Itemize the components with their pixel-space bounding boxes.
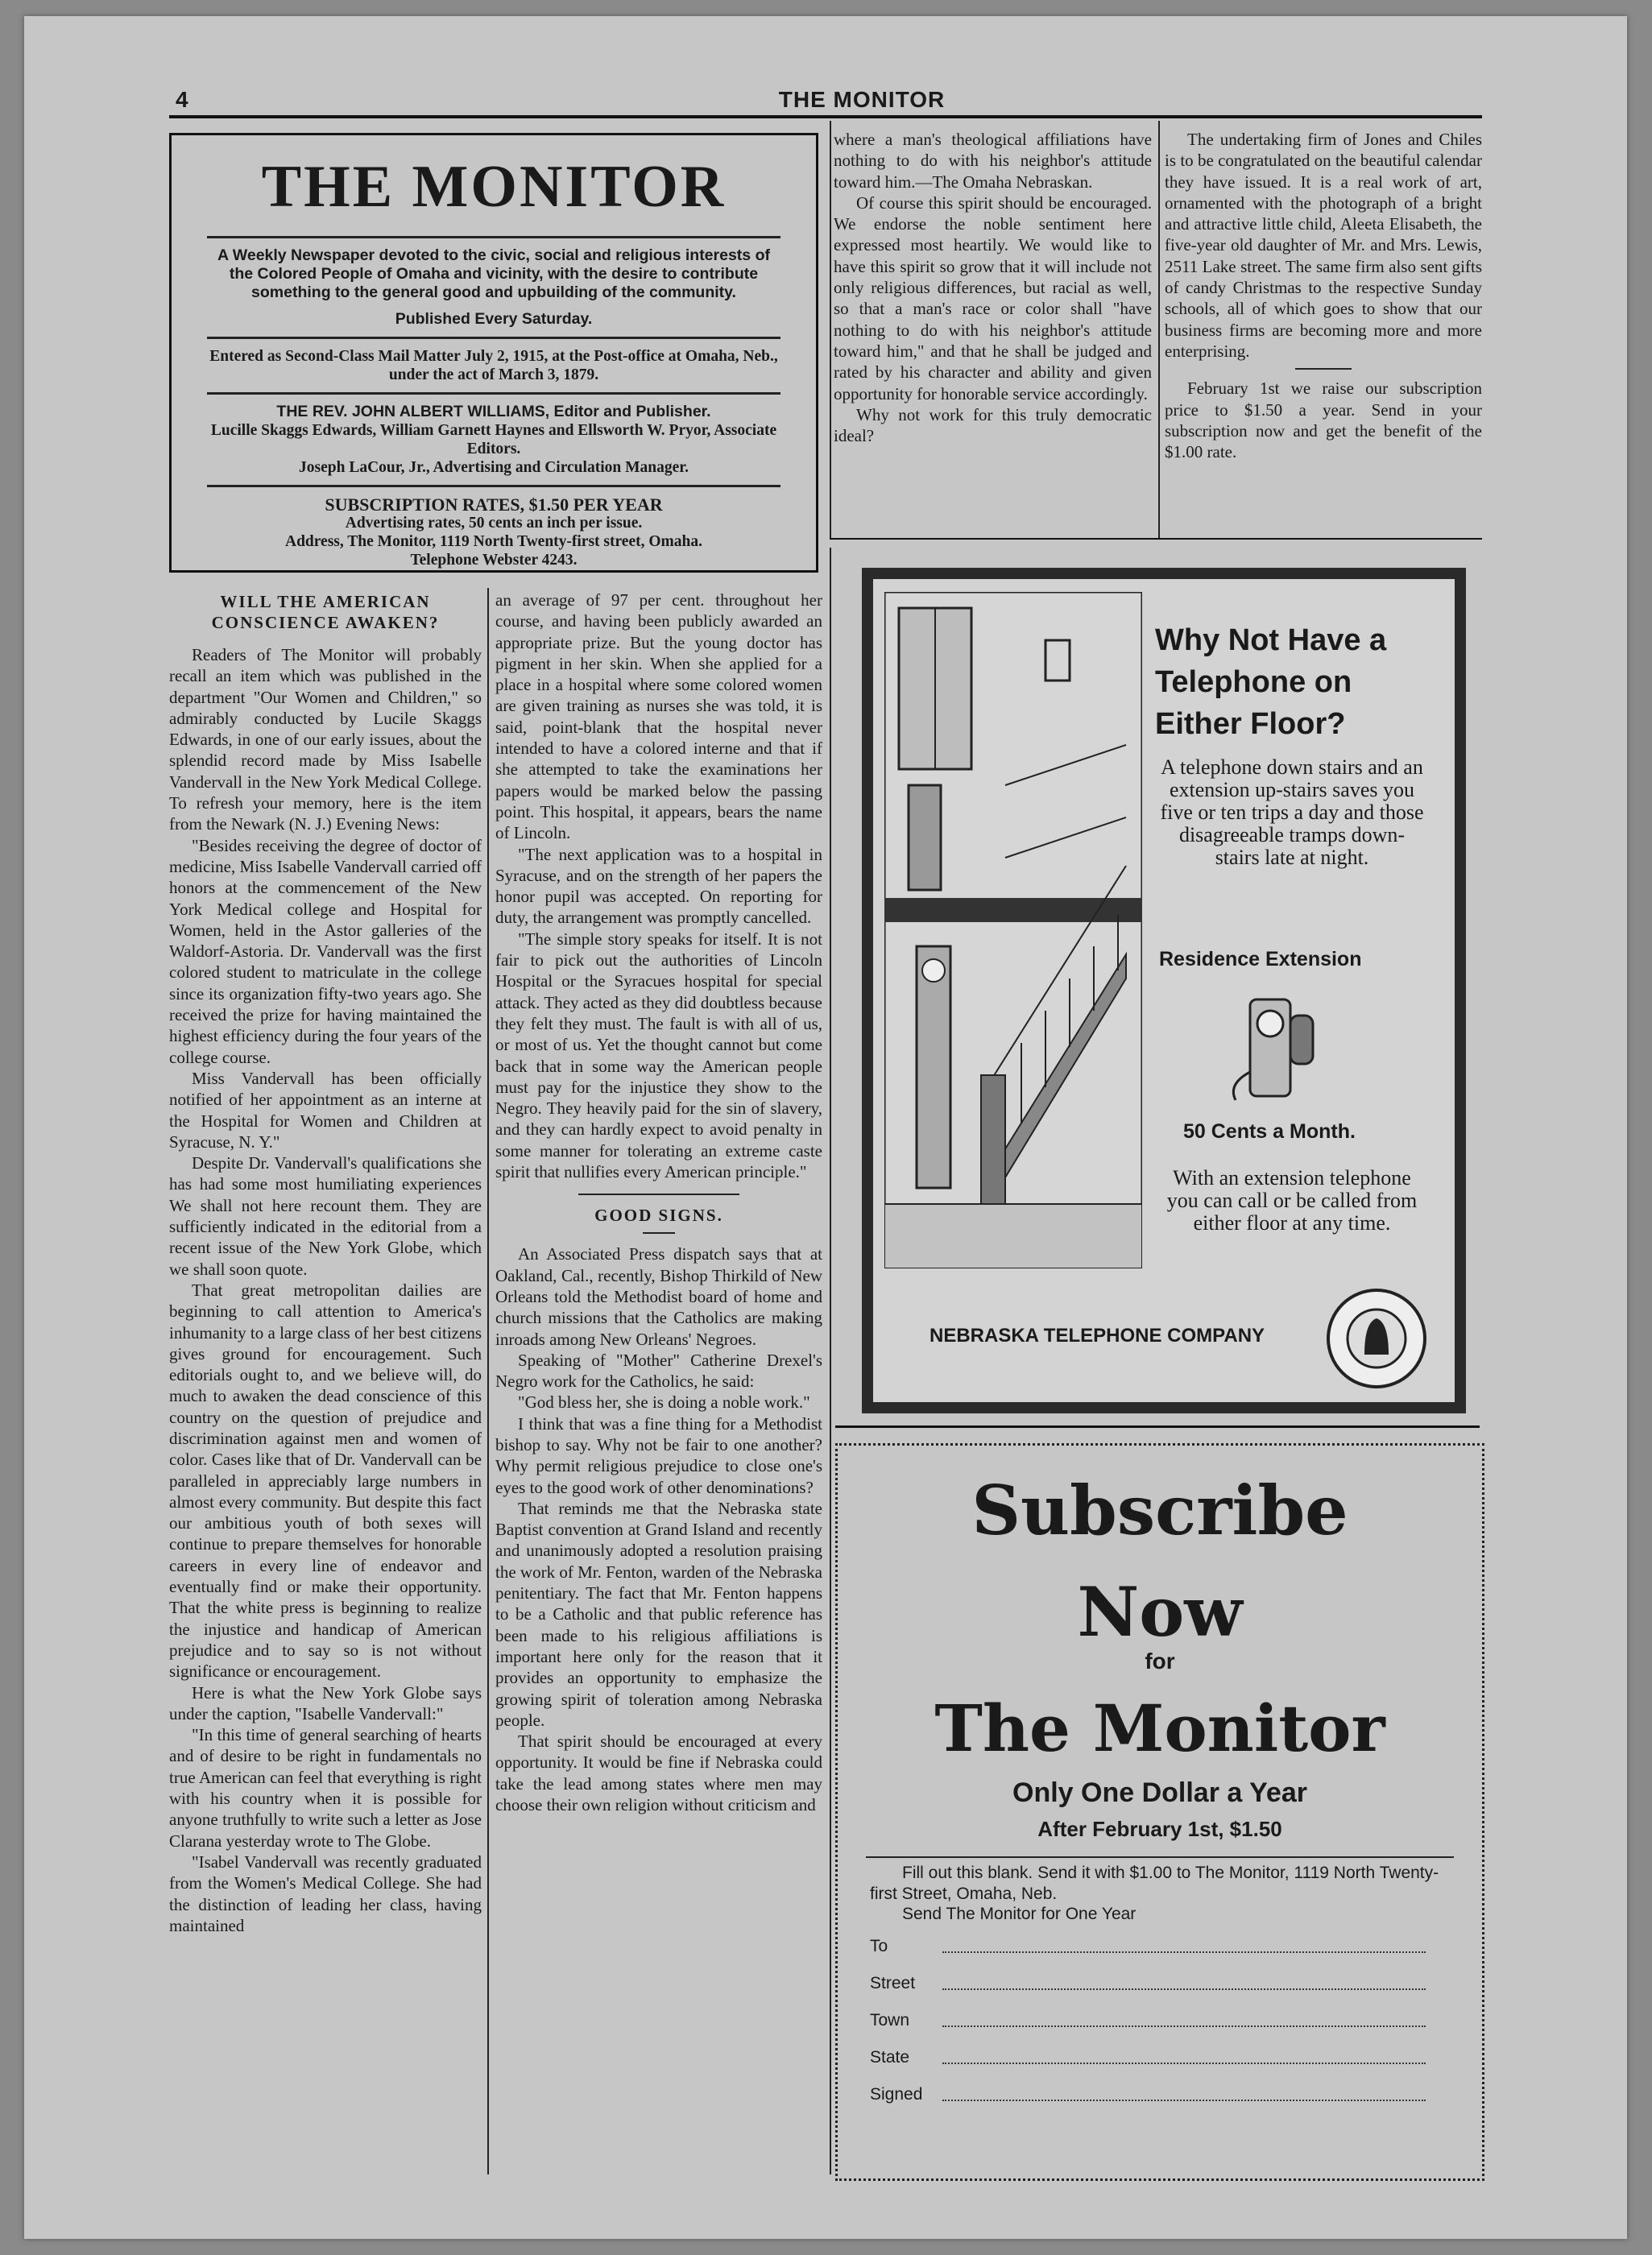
paragraph: February 1st we raise our subscription price to $1.50 a year. Send in your subscription now and get the benefit of the $1.00 rate.	[1165, 379, 1482, 462]
column-rule	[1158, 121, 1160, 538]
masthead-subscription-rates: SUBSCRIPTION RATES, $1.50 PER YEAR	[325, 494, 663, 515]
subscribe-line1: Subscribe	[971, 1471, 1348, 1550]
page-number: 4	[176, 87, 188, 112]
divider	[866, 1856, 1454, 1858]
field-line[interactable]	[942, 2025, 1426, 2027]
section-rule	[830, 538, 1482, 540]
divider	[578, 1194, 739, 1195]
field-line[interactable]	[942, 2100, 1426, 2101]
masthead-entered: Entered as Second-Class Mail Matter July 2, 1915, at the Post-office at Omaha, Neb., under the act of March 3, 1879.	[207, 337, 780, 392]
paragraph: An Associated Press dispatch says that at Oakland, Cal., recently, Bishop Thirkild of New Orleans told the Methodist board of home and church missions that the Catholics are making inroads among New Orleans' Negroes.	[495, 1244, 822, 1349]
field-label: State	[870, 2048, 910, 2067]
field-line[interactable]	[942, 1951, 1426, 1953]
telephone-ad-price: 50 Cents a Month.	[1183, 1120, 1356, 1143]
form-row-signed[interactable]	[870, 2085, 1434, 2104]
masthead-published: Published Every Saturday.	[395, 310, 593, 328]
subscribe-price: Only One Dollar a Year	[1012, 1777, 1307, 1808]
masthead-associates: Lucille Skaggs Edwards, William Garnett Haynes and Ellsworth W. Pryor, Associate Editors.	[210, 422, 777, 457]
form-row-town[interactable]	[870, 2011, 1434, 2030]
masthead-manager: Joseph LaCour, Jr., Advertising and Circulation Manager.	[299, 459, 689, 476]
article-undertaking	[1165, 129, 1482, 462]
form-row-to[interactable]	[870, 1937, 1434, 1956]
paragraph: Despite Dr. Vandervall's qualifications she has had some most humiliating experiences We shall not here recount them. They are sufficiently indicated in the editorial from a recent issue of the New York Globe, which we shall soon quote.	[169, 1153, 482, 1279]
article-heading: WILL THE AMERICAN CONSCIENCE AWAKEN?	[211, 592, 440, 632]
paragraph: "God bless her, she is doing a noble work."	[518, 1392, 810, 1413]
masthead-editor: THE REV. JOHN ALBERT WILLIAMS, Editor and Publisher.	[276, 403, 711, 420]
telephone-ad-company: NEBRASKA TELEPHONE COMPANY	[930, 1325, 1265, 1347]
subscribe-price-after: After February 1st, $1.50	[1037, 1817, 1282, 1841]
field-line[interactable]	[942, 1988, 1426, 1990]
telephone-advertisement	[862, 568, 1466, 1413]
paragraph: Readers of The Monitor will probably recall an item which was published in the department "Our Women and Children," so admirably conducted by Lucile Skaggs Edwards, in one of our early issues, about the splendid record made by Miss Isabelle Vandervall in the New York Medical College. To refresh your memory, here is the item from the Newark (N. J.) Evening News:	[169, 645, 482, 834]
subscribe-advertisement	[835, 1443, 1484, 2181]
subscribe-send-line: Send The Monitor for One Year	[902, 1905, 1137, 1923]
column-rule	[830, 121, 831, 538]
article-heading: GOOD SIGNS.	[594, 1206, 723, 1226]
paragraph: "The next application was to a hospital in Syracuse, and on the strength of her papers the honor pupil was accepted. On reporting for duty, the arrangement was promptly cancelled.	[495, 844, 822, 928]
paragraph: That reminds me that the Nebraska state Baptist convention at Grand Island and recently and unanimously adopted a resolution praising the work of Mr. Fenton, warden of the Nebraska penitentiary. The fact that Mr. Fenton happens to be a Catholic and that public reference has been made to his religious affiliations is important here only for the reason that it provides an opportunity to emphasize the growing spirit of toleration among Nebraska people.	[495, 1498, 822, 1730]
paragraph: That great metropolitan dailies are beginning to call attention to America's inhumanity to a large class of her best citizens gives ground for encouragement. Such editorials ought to, and we believe will, do much to awaken the dead conscience of this country on the question of prejudice and discrimination against men and women of color. Cases like that of Dr. Vandervall can be paralleled in appreciably large numbers in almost every community. But despite this fact our ambitious youth of both sexes will continue to prepare themselves for honorable careers in every line of endeavor and eventually find or make their opportunity. That the white press is beginning to realize the injustice and handicap of American prejudice and to say so is not without significance or encouragement.	[169, 1280, 482, 1682]
divider	[643, 1232, 675, 1234]
field-label: Signed	[870, 2085, 923, 2104]
masthead-telephone: Telephone Webster 4243.	[410, 552, 578, 569]
masthead-title: THE MONITOR	[261, 154, 727, 220]
field-label: Street	[870, 1974, 916, 1992]
telephone-icon	[1219, 991, 1324, 1104]
staircase-illustration-icon	[884, 592, 1142, 1268]
paragraph: "In this time of general searching of hearts and of desire to be right in fundamentals no true American can feel that everything is right with his country when it is possible for anyone truthfully to write such a letter as Jose Clarana yesterday wrote to The Globe.	[169, 1725, 482, 1851]
paragraph: Why not work for this truly democratic ideal?	[834, 404, 1152, 446]
subscribe-instructions: Fill out this blank. Send it with $1.00 to The Monitor, 1119 North Twenty-first Street, Omaha, Neb.	[870, 1864, 1439, 1903]
paragraph: "Isabel Vandervall was recently graduated from the Women's Medical College. She had the distinction of leading her class, having maintained	[169, 1852, 482, 1935]
article-conscience-col2	[495, 590, 822, 1815]
masthead-description-section	[207, 236, 780, 337]
form-row-state[interactable]	[870, 2048, 1434, 2067]
subscribe-line2: Now	[1077, 1572, 1243, 1652]
masthead-box	[169, 133, 818, 573]
field-label: To	[870, 1937, 888, 1955]
telephone-ad-headline: Why Not Have a Telephone on Either Floor?	[1155, 623, 1387, 741]
article-tolerance	[834, 129, 1152, 446]
paragraph: The undertaking firm of Jones and Chiles is to be congratulated on the beautiful calendar they have issued. It is a real work of art, ornamented with the photograph of a bright and attractive little child, Aleeta Elisabeth, the five-year old daughter of Mr. and Mrs. Lewis, 2511 Lake street. The same firm also sent gifts of candy Christmas to the respective Sunday schools, all of which goes to show that our business firms are becoming more and more enterprising.	[1165, 130, 1482, 361]
column-rule	[830, 548, 831, 2174]
paragraph: Speaking of "Mother" Catherine Drexel's Negro work for the Catholics, he said:	[495, 1350, 822, 1392]
masthead-rates	[207, 485, 780, 577]
paragraph: Of course this spirit should be encouraged. We endorse the noble sentiment here expressed most heartily. We would like to have this spirit so grow that it will include not only religious differences, but racial as well, so that a man's race or color shall "have nothing to do with his neighbor's attitude toward him," and that he shall be judged and rated by his character and ability and given opportunity for honorable service accordingly.	[834, 192, 1152, 403]
column-rule	[487, 588, 489, 2174]
article-conscience-col1	[169, 590, 482, 1936]
bell-system-seal-icon	[1324, 1286, 1429, 1391]
masthead-staff	[207, 392, 780, 485]
paragraph: "Besides receiving the degree of doctor of medicine, Miss Isabelle Vandervall carried off honors at the commencement of the New York Medical college and Hospital for Women, held in the Astor galleries of the Waldorf-Astoria. Dr. Vandervall was the first colored student to matriculate in the college since its organization fifty-two years ago. She received the prize for having maintained the highest efficiency during the four years of the college course.	[169, 835, 482, 1067]
paragraph: "The simple story speaks for itself. It is not fair to pick out the authorities of Lincoln Hospital or the Syracues hospital for special attack. They acted as they did doubtless because they felt they must. The fault is with all of us, or most of us. Yet the thought cannot but come back that in some way the American people must pay for the injustice they show to the Negro. They heavily paid for the sin of slavery, and they can hardly expect to avoid penalty in some manner for tolerating an extreme caste spirit that nullifies every American principle."	[495, 929, 822, 1182]
telephone-ad-body2: With an extension telephone you can call or be called from either floor at any time.	[1166, 1166, 1418, 1235]
header-rule	[169, 115, 1482, 118]
telephone-ad-body: A telephone down stairs and an extension up-stairs saves you five or ten trips a day and those disagreeable tramps down-stairs late at night.	[1160, 755, 1424, 869]
subscribe-line4: The Monitor	[934, 1690, 1385, 1766]
paragraph: I think that was a fine thing for a Methodist bishop to say. Why not be fair to one another? Why permit religious prejudice to close one's eyes to the good work of other denominations?	[495, 1413, 822, 1497]
paragraph: Here is what the New York Globe says under the caption, "Isabelle Vandervall:"	[169, 1682, 482, 1723]
masthead-address: Address, The Monitor, 1119 North Twenty-first street, Omaha.	[284, 533, 702, 550]
section-rule	[835, 1425, 1480, 1428]
paragraph: where a man's theological affiliations have nothing to do with his neighbor's attitude toward him.—The Omaha Nebraskan.	[834, 130, 1152, 192]
paragraph: an average of 97 per cent. throughout her course, and having been publicly awarded an appropriate prize. But the young doctor has pigment in her skin. When she applied for a place in a hospital where some colored women are given training as nurses she was told, it is said, point-blank that the hospital never intended to have a colored interne and that if she attempted to take the examinations her papers would be marked below the passing point. This hospital, it appears, bears the name of Lincoln.	[495, 590, 822, 843]
field-line[interactable]	[942, 2063, 1426, 2064]
telephone-ad-panel	[873, 579, 1455, 1402]
masthead-description: A Weekly Newspaper devoted to the civic, social and religious interests of the Colored People of Omaha and vicinity, with the desire to contribute something to the general good and upbuilding of the community.	[217, 246, 770, 301]
paragraph: That spirit should be encouraged at every opportunity. It would be fine if Nebraska could take the lead among states where men may choose their own religion without criticism and	[495, 1732, 822, 1815]
masthead-advertising: Advertising rates, 50 cents an inch per issue.	[345, 515, 643, 532]
subscribe-line3: for	[1145, 1649, 1175, 1674]
telephone-ad-label: Residence Extension	[1159, 948, 1362, 970]
page-header-title: THE MONITOR	[778, 87, 946, 112]
paragraph: Miss Vandervall has been officially notified of her appointment as an interne at the Hospital for Women and Children at Syracuse, N. Y."	[169, 1068, 482, 1152]
divider	[1295, 368, 1352, 370]
form-row-street[interactable]	[870, 1974, 1434, 1993]
field-label: Town	[870, 2011, 910, 2030]
